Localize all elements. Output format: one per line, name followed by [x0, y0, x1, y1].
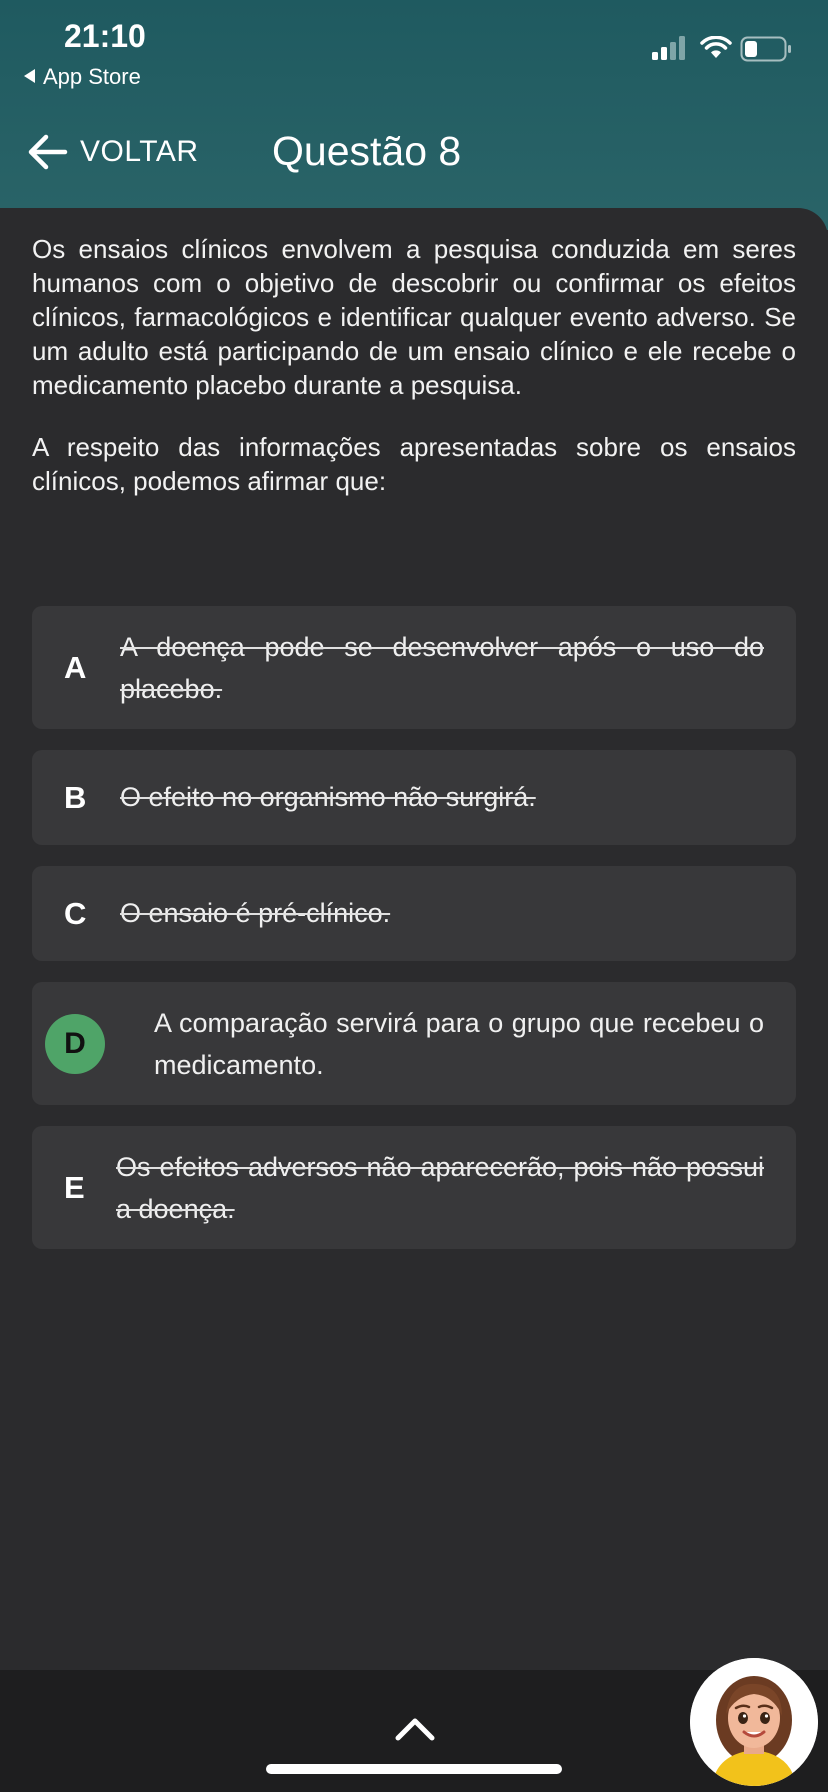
cellular-signal-icon [652, 36, 688, 60]
home-indicator [266, 1764, 562, 1774]
option-a[interactable] [32, 606, 796, 729]
status-back-to-app[interactable] [24, 64, 141, 90]
assistant-avatar-icon [690, 1658, 818, 1786]
battery-icon [740, 36, 792, 62]
back-triangle-icon [24, 69, 35, 83]
question-text [32, 232, 796, 526]
wifi-icon [700, 36, 732, 60]
back-button[interactable] [28, 130, 199, 174]
option-letter: E [64, 1170, 85, 1205]
option-letter: B [64, 780, 87, 815]
assistant-avatar[interactable] [690, 1658, 818, 1786]
back-button-label: VOLTAR [80, 135, 199, 168]
status-time: 21:10 [64, 18, 146, 54]
option-text: A comparação servirá para o grupo que recebeu o medicamento. [154, 1008, 764, 1080]
question-paragraph: Os ensaios clínicos envolvem a pesquisa conduzida em seres humanos com o objetivo de descobrir ou confirmar os efeitos clínicos, farmacológicos e identificar qualquer evento adverso. Se um adulto está participando de um ensaio clínico e ele recebe o medicamento placebo durante a pesquisa. [32, 234, 796, 400]
option-text: O ensaio é pré-clínico. [120, 898, 391, 928]
option-selected-indicator: D [45, 1014, 105, 1074]
option-e[interactable] [32, 1126, 796, 1249]
header [0, 0, 828, 230]
question-prompt: A respeito das informações apresentadas sobre os ensaios clínicos, podemos afirmar que: [32, 432, 796, 496]
chevron-up-icon[interactable] [394, 1716, 436, 1742]
option-d[interactable] [32, 982, 796, 1105]
option-b[interactable] [32, 750, 796, 845]
option-text: Os efeitos adversos não aparecerão, pois não possui a doença. [116, 1152, 764, 1224]
option-letter: A [64, 650, 87, 685]
option-letter: C [64, 896, 87, 931]
status-back-label: App Store [43, 64, 141, 89]
arrow-left-icon [28, 134, 68, 170]
option-text: A doença pode se desenvolver após o uso do placebo. [120, 632, 764, 704]
page-title: Questão 8 [272, 128, 462, 174]
option-c[interactable] [32, 866, 796, 961]
option-text: O efeito no organismo não surgirá. [120, 782, 536, 812]
